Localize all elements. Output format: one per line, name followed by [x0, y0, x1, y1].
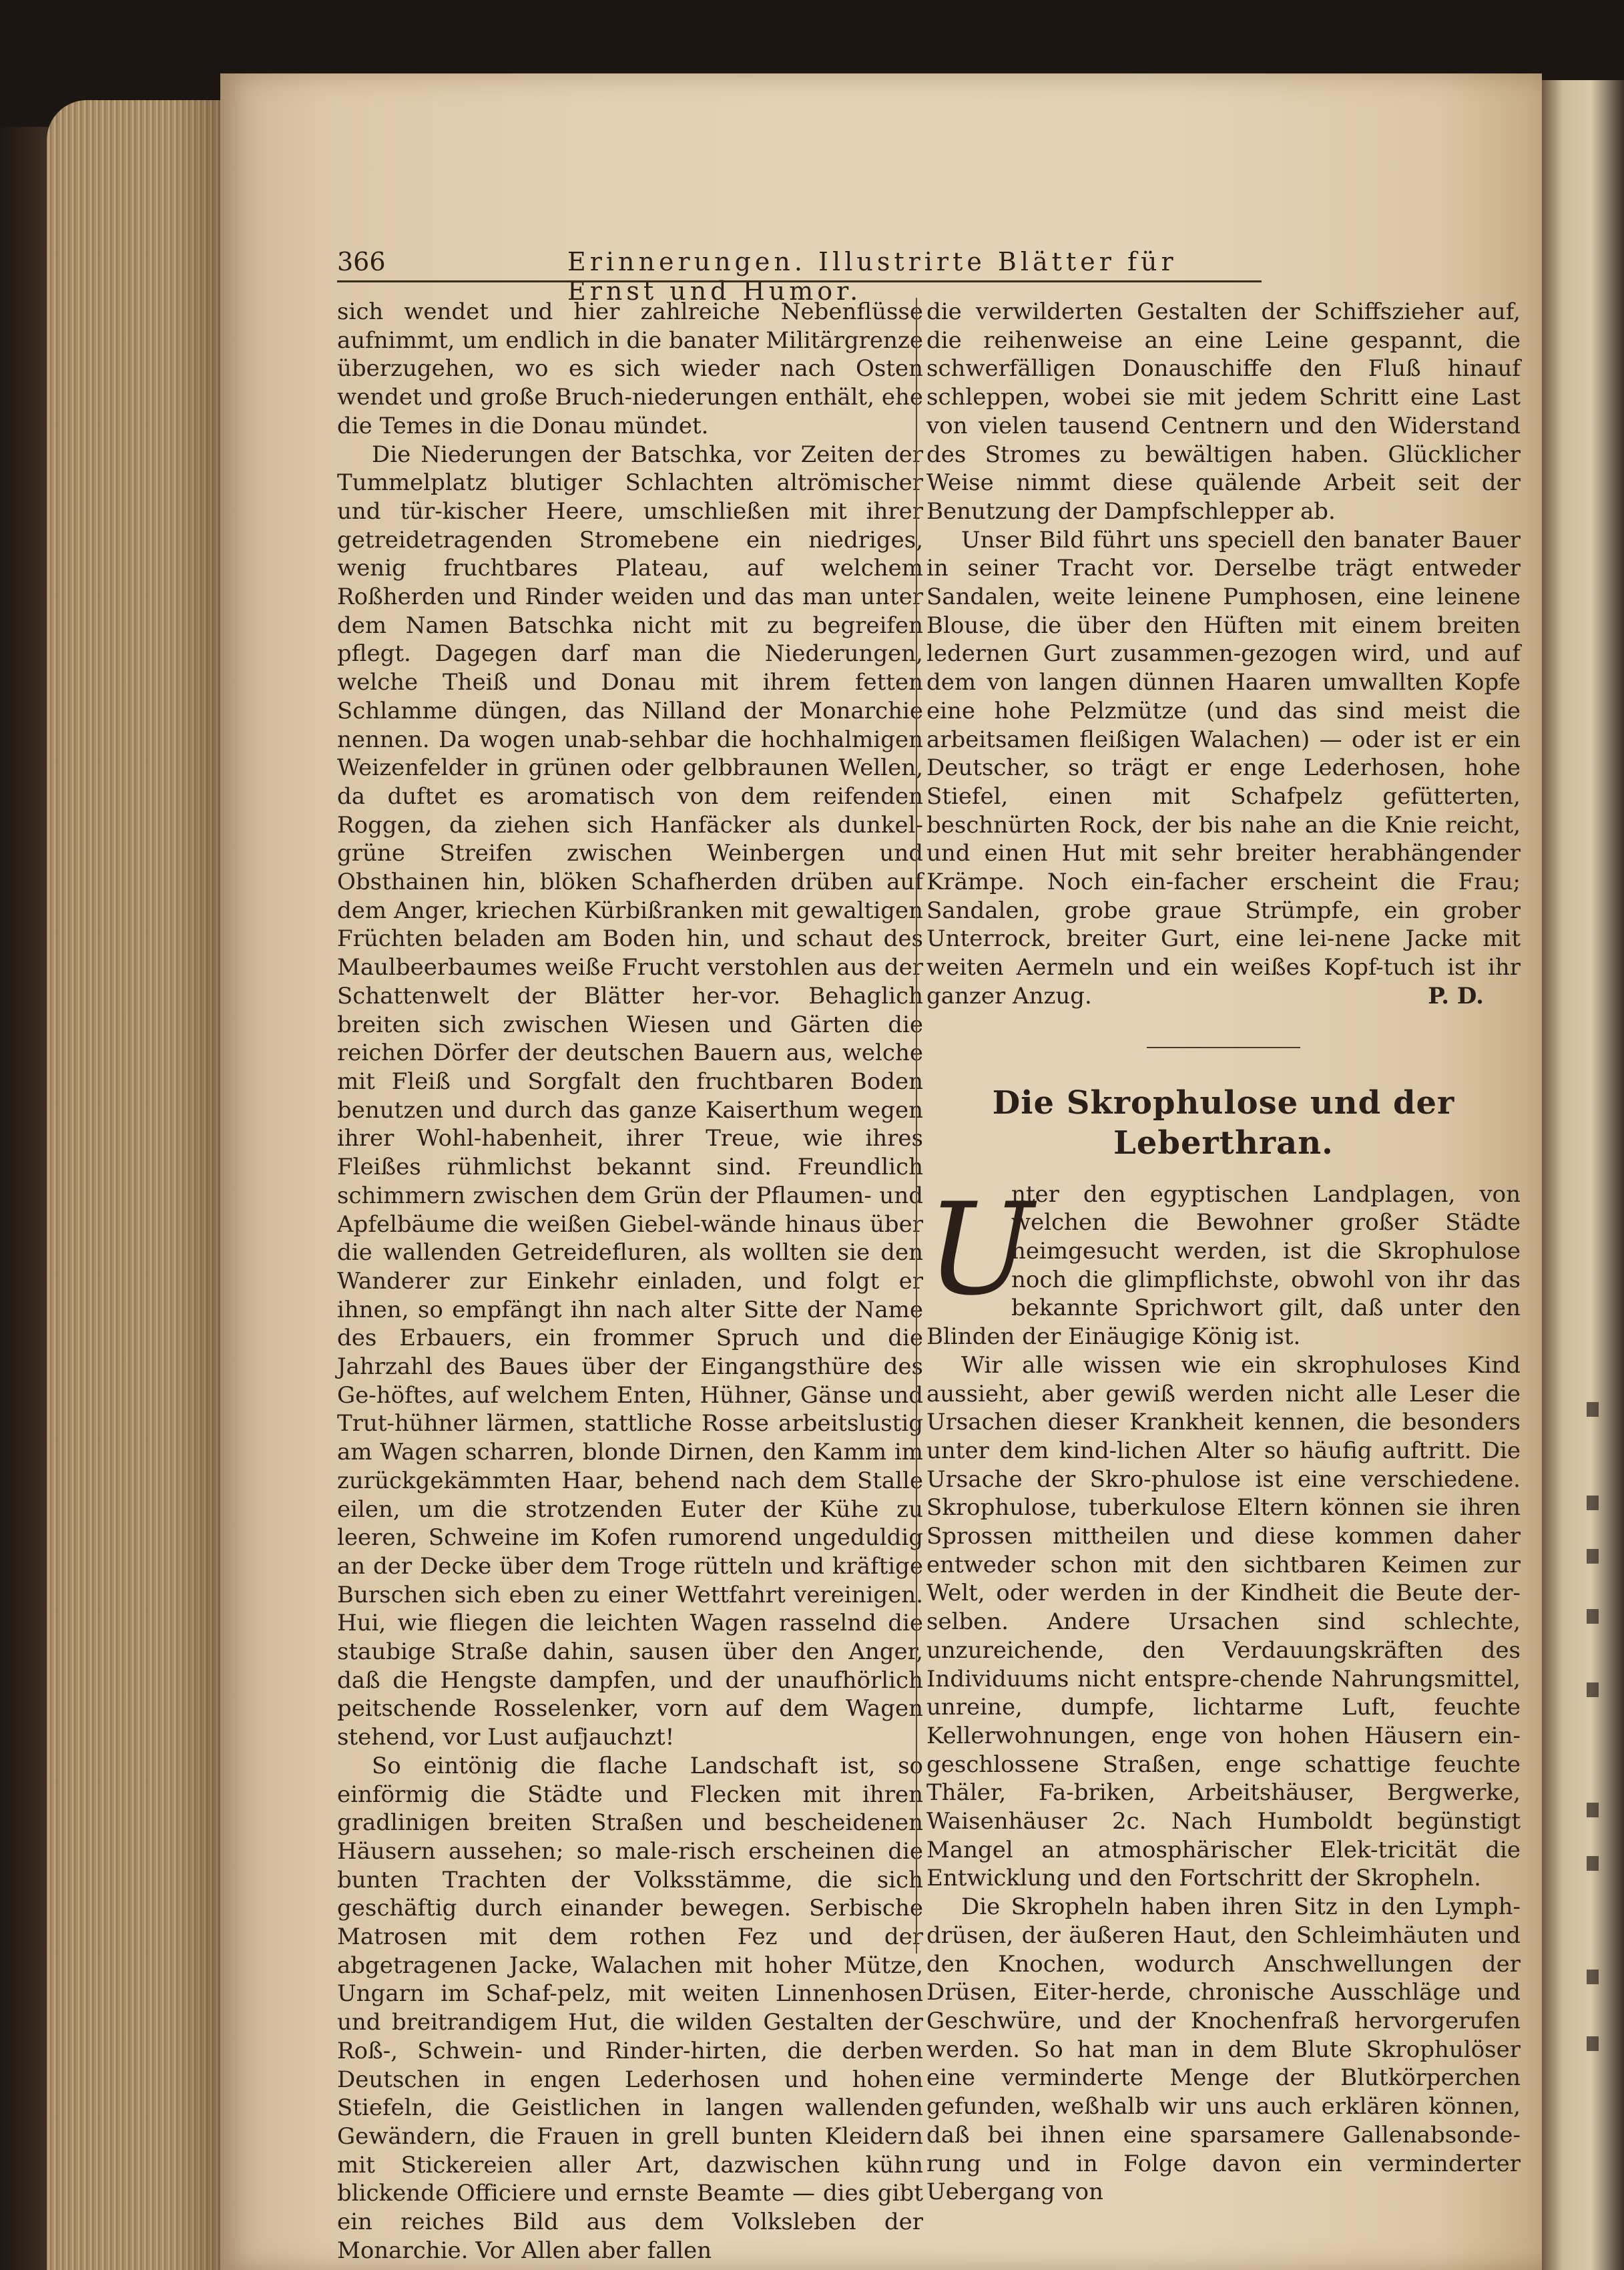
page-stack-left	[47, 100, 227, 2270]
header-rule	[337, 280, 1262, 282]
right-column	[926, 298, 1521, 2207]
paragraph: sich wendet und hier zahlreiche Nebenflüsse aufnimmt, um endlich in die banater Militärgrenze überzugehen, wo es sich wieder nach Osten wendet und große Bruch-niederungen enthält, ehe die Temes in die Donau mündet.	[337, 298, 923, 439]
left-column	[337, 298, 923, 2265]
page-stack-right	[1542, 80, 1624, 2270]
paragraph: Unser Bild führt uns speciell den banater Bauer in seiner Tracht vor. Derselbe trägt entweder Sandalen, weite leinene Pumphosen, eine leinene Blouse, die über den Hüften mit einem breiten ledernen Gurt zusammen-gezogen wird, und auf dem von langen dünnen Haaren umwallten Kopfe eine hohe Pelzmütze (und das sind meist die arbeitsamen fleißigen Walachen) — oder ist er ein Deutscher, so trägt er enge Lederhosen, hohe Stiefel, einen mit Schafpelz gefütterten, beschnürten Rock, der bis nahe an die Knie reicht, und einen Hut mit sehr breiter herabhängender Krämpe. Noch ein-facher erscheint die Frau; Sandalen, grobe graue Strümpfe, ein grober Unterrock, breiter Gurt, eine lei-nene Jacke mit weiten Aermeln und ein weißes Kopf-tuch ist ihr ganzer Anzug.	[926, 526, 1521, 1009]
drop-cap: U	[926, 1175, 1034, 1323]
author-signature: P. D.	[1428, 982, 1484, 1009]
paragraph: die verwilderten Gestalten der Schiffszieher auf, die reihenweise an eine Leine gespannt, die schwerfälligen Donauschiffe den Fluß hinauf schleppen, wobei sie mit jedem Schritt eine Last von vielen tausend Centnern und den Widerstand des Stromes zu bewältigen haben. Glücklicher Weise nimmt diese quälende Arbeit seit der Benutzung der Dampfschlepper ab.	[926, 298, 1521, 525]
article-title: Die Skrophulose und der Leberthran.	[992, 1084, 1455, 1162]
paragraph: Die Niederungen der Batschka, vor Zeiten der Tummelplatz blutiger Schlachten altrömischer und tür-kischer Heere, umschließen mit ihrer getreidetragenden Stromebene ein niedriges, wenig fruchtbares Plateau, auf welchem Roßherden und Rinder weiden und das man unter dem Namen Batschka nicht mit zu begreifen pflegt. Dagegen darf man die Niederungen, welche Theiß und Donau mit ihrem fetten Schlamme düngen, das Nilland der Monarchie nennen. Da wogen unab-sehbar die hochhalmigen Weizenfelder in grünen oder gelbbraunen Wellen, da duftet es aromatisch von dem reifenden Roggen, da ziehen sich Hanfäcker als dunkel-grüne Streifen zwischen Weinbergen und Obsthainen hin, blöken Schafherden drüben auf dem Anger, kriechen Kürbißranken mit gewaltigen Früchten beladen am Boden hin, und schaut des Maulbeerbaumes weiße Frucht verstohlen aus der Schattenwelt der Blätter her-vor. Behaglich breiten sich zwischen Wiesen und Gärten die reichen Dörfer der deutschen Bauern aus, welche mit Fleiß und Sorgfalt den fruchtbaren Boden benutzen und durch das ganze Kaiserthum wegen ihrer Wohl-habenheit, ihrer Treue, wie ihres Fleißes rühmlichst bekannt sind. Freundlich schimmern zwischen dem Grün der Pflaumen- und Apfelbäume die weißen Giebel-wände hinaus über die wallenden Getreidefluren, als wollten sie den Wanderer zur Einkehr einladen, und folgt er ihnen, so empfängt ihn nach alter Sitte der Name des Erbauers, ein frommer Spruch und die Jahrzahl des Baues über der Eingangsthüre des Ge-höftes, auf welchem Enten, Hühner, Gänse und Trut-hühner lärmen, stattliche Rosse arbeitslustig am Wagen scharren, blonde Dirnen, den Kamm im zurückgekämmten Haar, behend nach dem Stalle eilen, um die strotzenden Euter der Kühe zu leeren, Schweine im Kofen rumorend ungeduldig an der Decke über dem Troge rütteln und kräftige Burschen sich eben zu einer Wettfahrt vereinigen. Hui, wie fliegen die leichten Wagen rasselnd die staubige Straße dahin, sausen über den Anger, daß die Hengste dampfen, und der unaufhörlich peitschende Rosselenker, vorn auf dem Wagen stehend, vor Lust aufjauchzt!	[337, 441, 923, 1751]
article-body	[926, 1175, 1521, 2207]
paragraph: So eintönig die flache Landschaft ist, so einförmig die Städte und Flecken mit ihren gradlinigen breiten Straßen und bescheidenen Häusern aussehen; so male-risch erscheinen die bunten Trachten der Volksstämme, die sich geschäftig durch einander bewegen. Serbische Matrosen mit dem rothen Fez und der abgetragenen Jacke, Walachen mit hoher Mütze, Ungarn im Schaf-pelz, mit weiten Linnenhosen und breitrandigem Hut, die wilden Gestalten der Roß-, Schwein- und Rinder-hirten, die derben Deutschen in engen Lederhosen und hohen Stiefeln, die Geistlichen in langen wallenden Gewändern, die Frauen in grell bunten Kleidern mit Stickereien aller Art, dazwischen kühn blickende Officiere und ernste Beamte — dies gibt ein reiches Bild aus dem Volksleben der Monarchie. Vor Allen aber fallen	[337, 1752, 923, 2264]
paragraph: nter den egyptischen Landplagen, von welchen die Bewohner großer Städte heimgesucht werden, ist die Skrophulose noch die glimpflichste, obwohl von ihr das bekannte Sprichwort gilt, daß unter den Blinden der Einäugige König ist.	[926, 1180, 1521, 1351]
running-title: Erinnerungen. Illustrirte Blätter für Ernst und Humor.	[567, 247, 1177, 306]
page-number: 366	[337, 247, 386, 276]
paragraph: Die Skropheln haben ihren Sitz in den Lymph-drüsen, der äußeren Haut, den Schleimhäuten und den Knochen, wodurch Anschwellungen der Drüsen, Eiter-herde, chronische Ausschläge und Geschwüre, und der Knochenfraß hervorgerufen werden. So hat man in dem Blute Skrophulöser eine verminderte Menge der Blutkörperchen gefunden, weßhalb wir uns auch erklären können, daß bei ihnen eine sparsamere Gallenabsonde-rung und in Folge davon ein verminderter Uebergang von	[926, 1893, 1521, 2206]
column-divider	[916, 298, 917, 1954]
paragraph: Wir alle wissen wie ein skrophuloses Kind aussieht, aber gewiß werden nicht alle Leser die Ursachen dieser Krankheit kennen, die besonders unter dem kind-lichen Alter so häufig auftritt. Die Ursache der Skro-phulose ist eine verschiedene. Skrophulose, tuberkulose Eltern können sie ihren Sprossen mittheilen und diese kommen daher entweder schon mit den sichtbaren Keimen zur Welt, oder werden in der Kindheit die Beute der-selben. Andere Ursachen sind schlechte, unzureichende, den Verdauungskräften des Individuums nicht entspre-chende Nahrungsmittel, unreine, dumpfe, lichtarme Luft, feuchte Kellerwohnungen, enge von hohen Häusern ein-geschlossene Straßen, enge schattige feuchte Thäler, Fa-briken, Arbeitshäuser, Bergwerke, Waisenhäuser 2c. Nach Humboldt begünstigt Mangel an atmosphärischer Elek-tricität die Entwicklung und den Fortschritt der Skropheln.	[926, 1351, 1521, 1892]
section-separator	[1147, 1047, 1300, 1048]
